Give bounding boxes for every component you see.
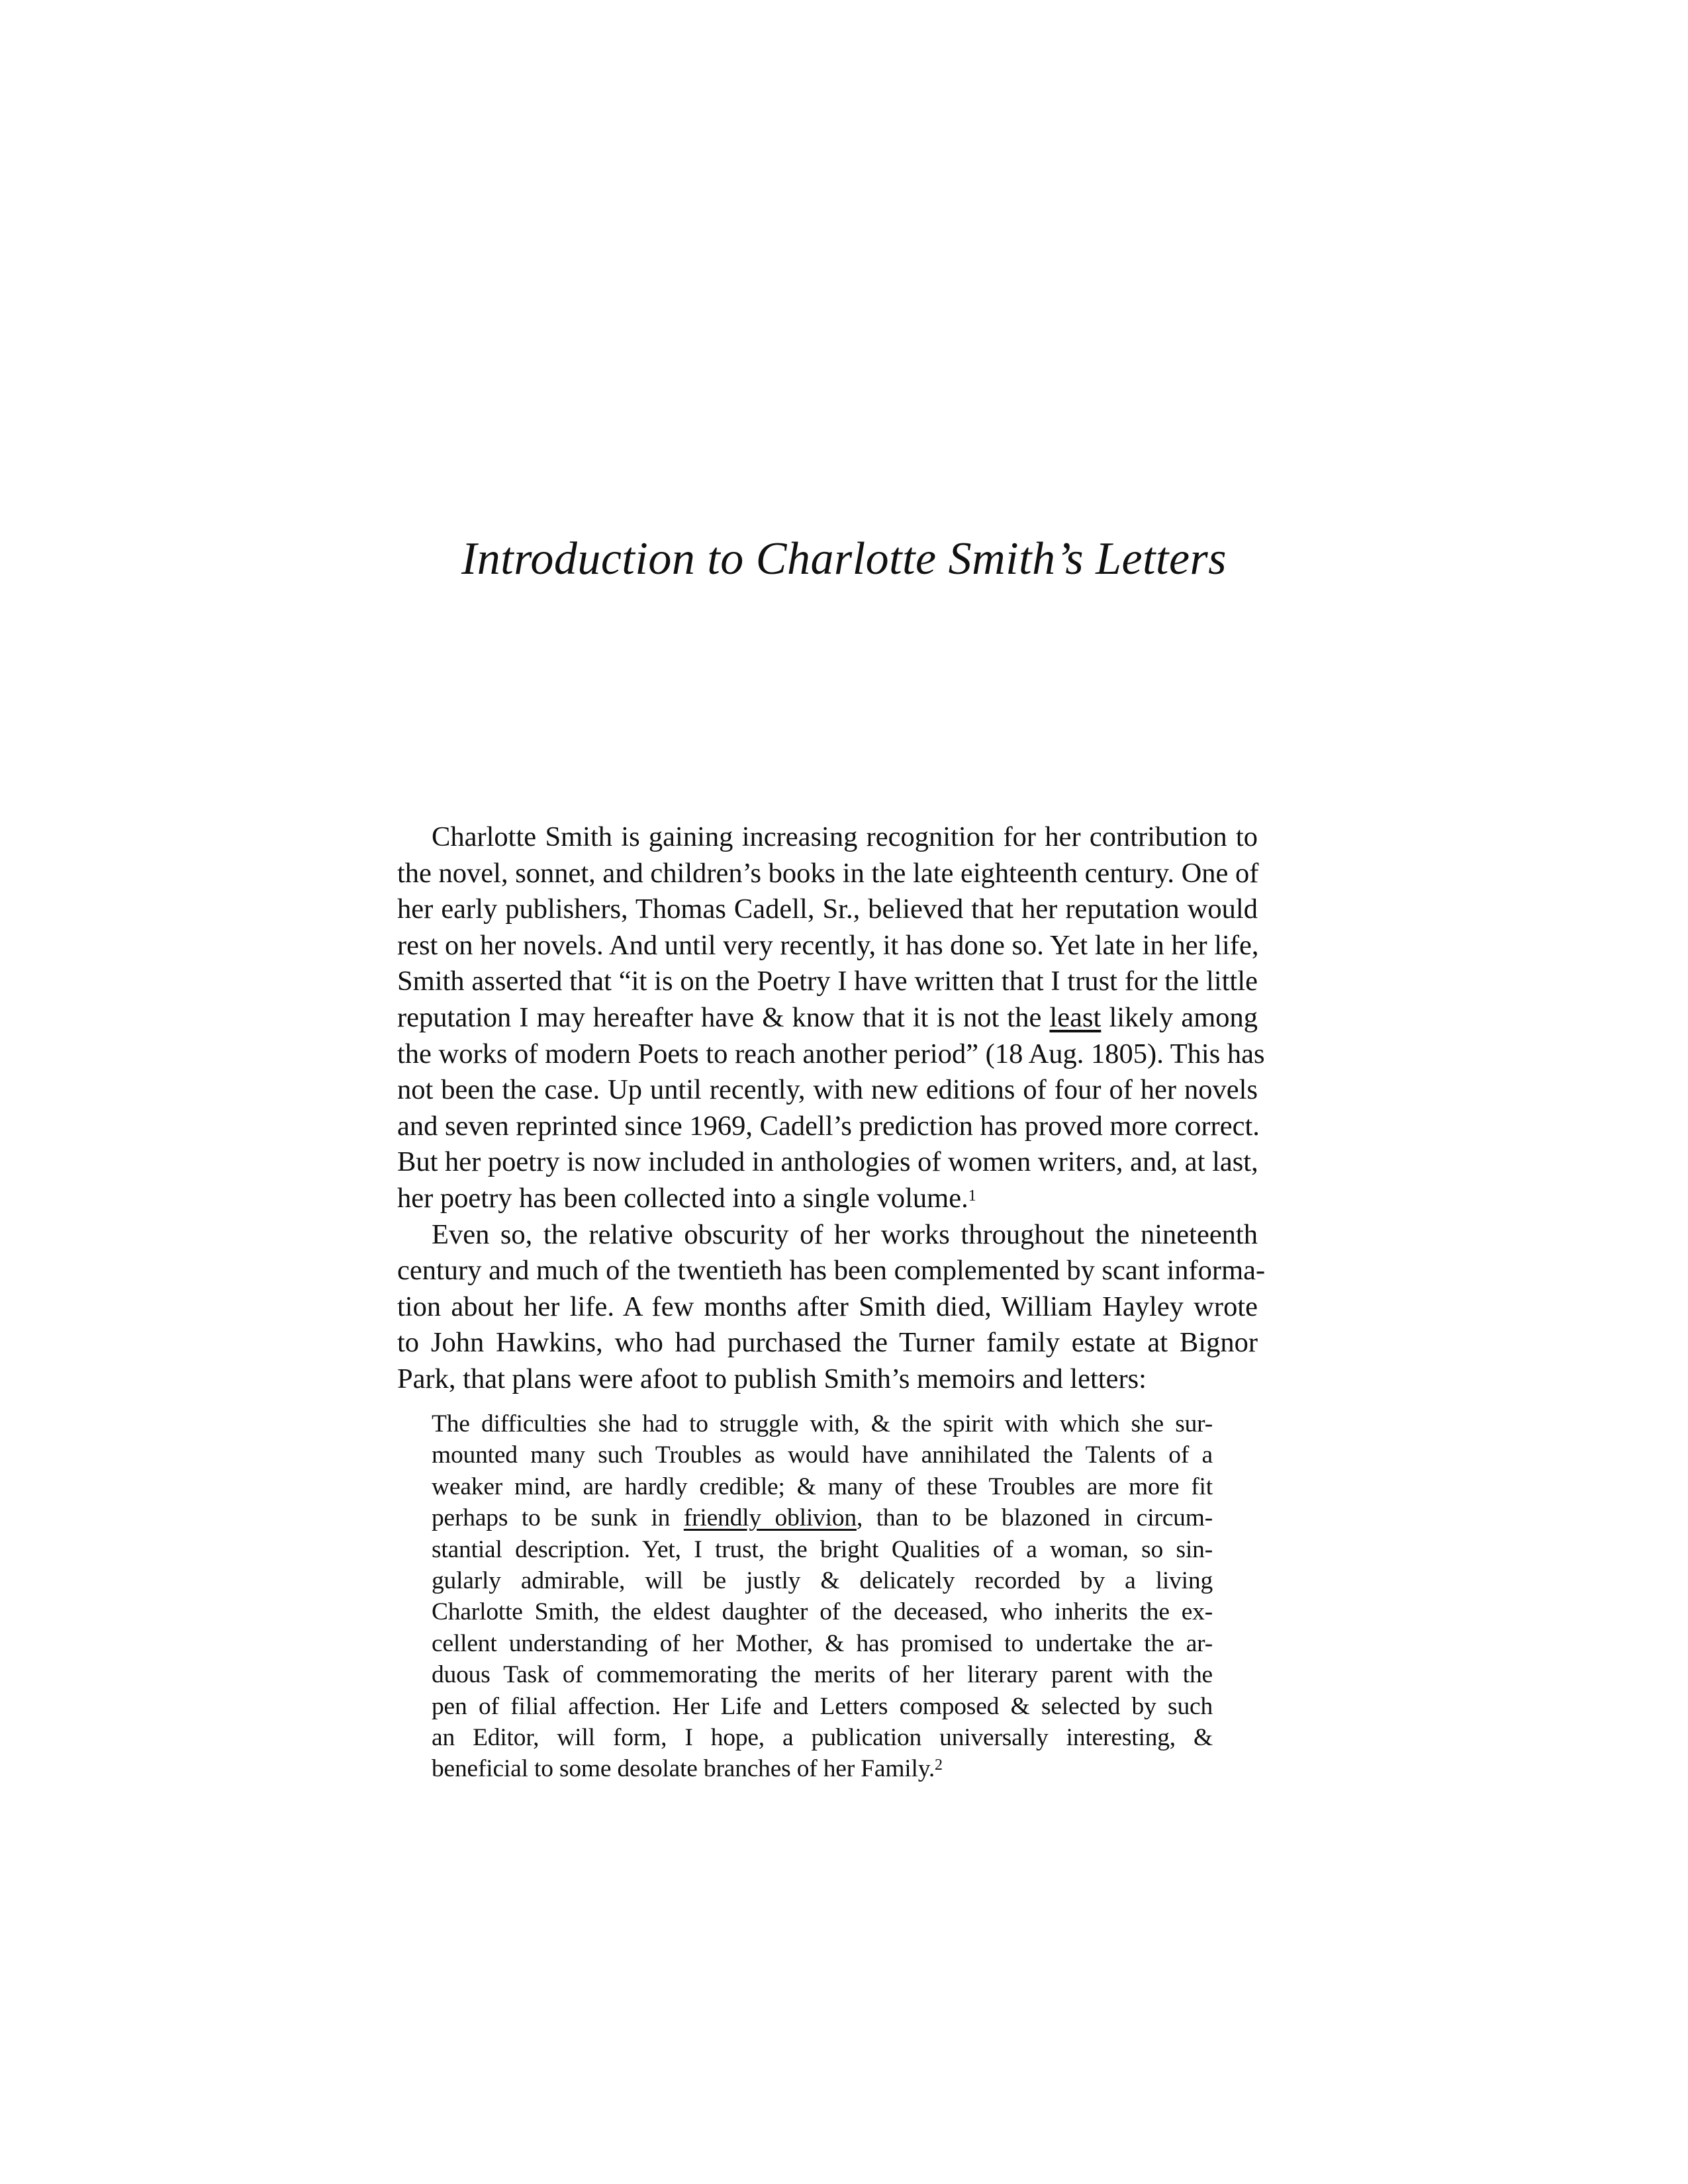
paragraph-1 xyxy=(363,819,1265,1217)
quote-line: mounted many such Troubles as would have annihilated the Talents of a xyxy=(432,1441,1213,1469)
quote-line xyxy=(432,1753,1213,1784)
quote-line: cellent understanding of her Mother, & has promised to undertake the ar- xyxy=(432,1629,1213,1657)
paragraph-2 xyxy=(363,1217,1266,1398)
text-segment: , than to be blazoned in circum- xyxy=(856,1504,1213,1532)
text-line: Even so, the relative obscurity of her works throughout the nineteenth xyxy=(432,1218,1258,1250)
quote-line: Charlotte Smith, the eldest daughter of the deceased, who inherits the ex- xyxy=(432,1598,1213,1626)
text-segment: her poetry has been collected into a single volume. xyxy=(397,1182,968,1214)
quote-line: stantial description. Yet, I trust, the bright Qualities of a woman, so sin- xyxy=(432,1535,1213,1563)
text-segment: likely among xyxy=(1101,1001,1258,1033)
quote-line: weaker mind, are hardly credible; & many of these Troubles are more fit xyxy=(432,1473,1213,1500)
quote-line xyxy=(432,1502,1213,1533)
text-line xyxy=(363,1181,1258,1217)
quote-line: The difficulties she had to struggle with, & the spirit with which she sur- xyxy=(432,1410,1213,1437)
text-segment: reputation I may hereafter have & know that it is not the xyxy=(397,1001,1050,1033)
footnote-marker: 2 xyxy=(935,1756,943,1774)
text-line: the works of modern Poets to reach another period” (18 Aug. 1805). This has xyxy=(397,1038,1265,1069)
text-line: and seven reprinted since 1969, Cadell’s prediction has proved more correct. xyxy=(397,1110,1260,1142)
text-segment: perhaps to be sunk in xyxy=(432,1504,684,1532)
text-line: tion about her life. A few months after Smith died, William Hayley wrote xyxy=(397,1291,1258,1322)
underlined-word: least xyxy=(1049,1001,1102,1033)
text-line: century and much of the twentieth has been complemented by scant informa- xyxy=(397,1255,1266,1287)
footnote-marker: 1 xyxy=(968,1187,976,1205)
text-line: not been the case. Up until recently, with new editions of four of her novels xyxy=(397,1074,1258,1106)
text-line: Smith asserted that “it is on the Poetry I have written that I trust for the little xyxy=(397,966,1258,997)
block-quote xyxy=(432,1408,1213,1785)
underlined-phrase: friendly oblivion xyxy=(683,1504,857,1532)
text-line: her early publishers, Thomas Cadell, Sr., believed that her reputation would xyxy=(397,893,1258,925)
text-segment: beneficial to some desolate branches of her Family. xyxy=(432,1755,935,1783)
page-title: Introduction to Charlotte Smith’s Letters xyxy=(461,533,1227,584)
quote-line: duous Task of commemorating the merits of her literary parent with the xyxy=(432,1661,1213,1689)
body-text xyxy=(363,819,1266,1398)
text-line: But her poetry is now included in anthologies of women writers, and, at last, xyxy=(397,1146,1258,1178)
text-line: Charlotte Smith is gaining increasing recognition for her contribution to xyxy=(432,821,1258,852)
text-line: to John Hawkins, who had purchased the Turner family estate at Bignor xyxy=(397,1327,1258,1359)
quote-line: pen of filial affection. Her Life and Letters composed & selected by such xyxy=(432,1692,1213,1720)
text-line xyxy=(363,1000,1258,1036)
quote-line: gularly admirable, will be justly & delicately recorded by a living xyxy=(432,1567,1213,1595)
text-line: rest on her novels. And until very recently, it has done so. Yet late in her life, xyxy=(397,929,1259,961)
text-line: Park, that plans were afoot to publish Smith’s memoirs and letters: xyxy=(397,1363,1147,1394)
quote-line: an Editor, will form, I hope, a publication universally interesting, & xyxy=(432,1724,1213,1752)
text-line: the novel, sonnet, and children’s books in the late eighteenth century. One of xyxy=(397,857,1259,889)
